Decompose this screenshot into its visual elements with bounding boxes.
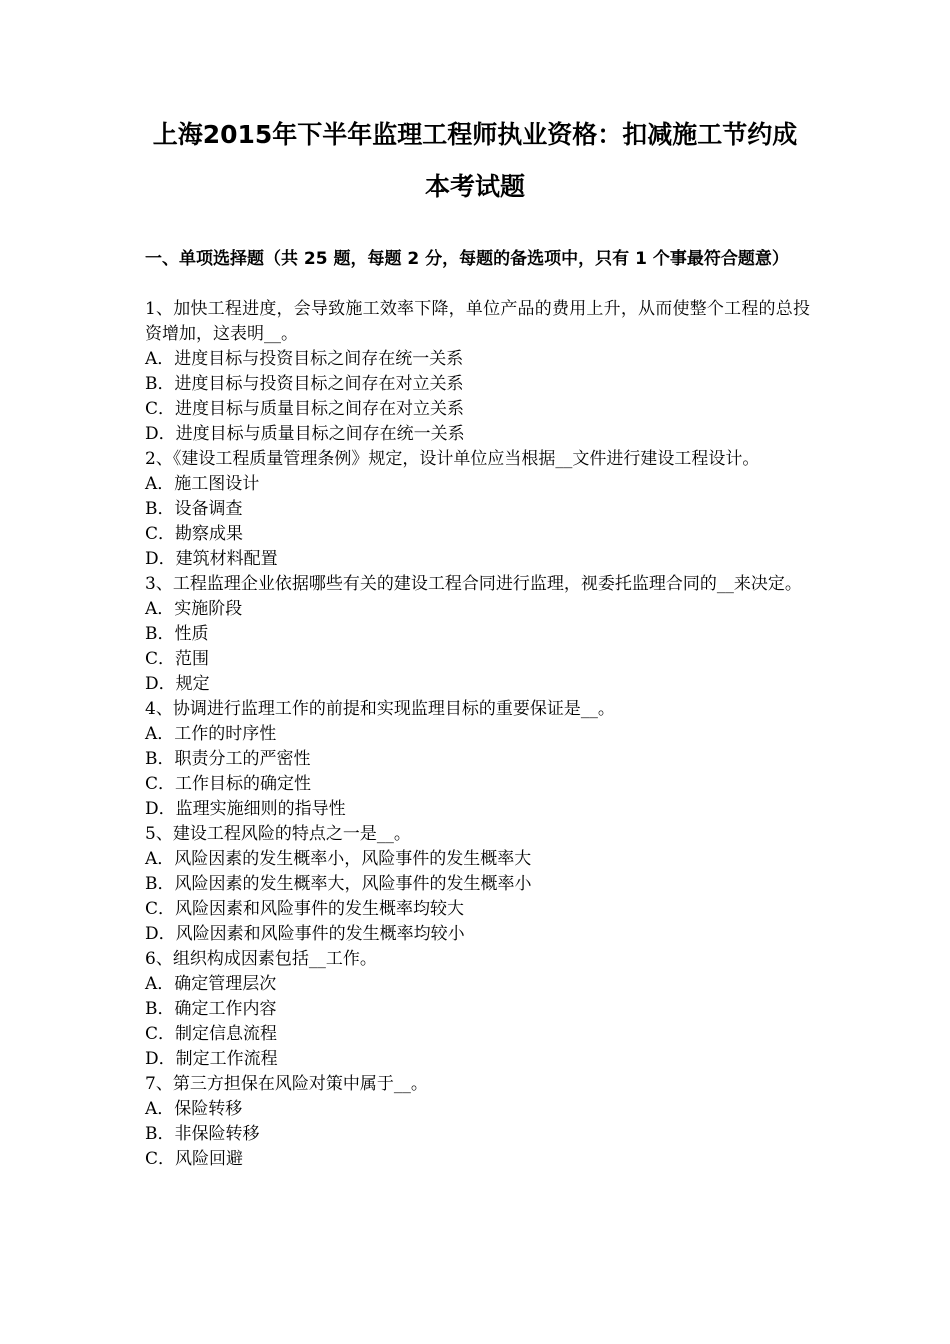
option-c: C．制定信息流程 bbox=[145, 1024, 278, 1044]
option-c: C．范围 bbox=[145, 649, 210, 669]
question-list bbox=[145, 297, 810, 1172]
option-b: B．性质 bbox=[145, 624, 209, 644]
question-stem: 2、《建设工程质量管理条例》规定，设计单位应当根据__文件进行建设工程设计。 bbox=[145, 449, 760, 469]
option-b: B．确定工作内容 bbox=[145, 999, 277, 1019]
document-title-line-2: 本考试题 bbox=[424, 172, 525, 201]
question-1 bbox=[145, 297, 810, 447]
option-c: C．勘察成果 bbox=[145, 524, 244, 544]
question-stem: 6、组织构成因素包括__工作。 bbox=[145, 949, 377, 969]
option-c: C．工作目标的确定性 bbox=[145, 774, 312, 794]
option-b: B．风险因素的发生概率大，风险事件的发生概率小 bbox=[145, 874, 532, 894]
option-a: A．工作的时序性 bbox=[145, 724, 277, 744]
option-d: D．监理实施细则的指导性 bbox=[145, 799, 346, 819]
option-a: A．确定管理层次 bbox=[145, 974, 277, 994]
option-d: D．制定工作流程 bbox=[145, 1049, 278, 1069]
question-7 bbox=[145, 1072, 810, 1172]
option-d: D．风险因素和风险事件的发生概率均较小 bbox=[145, 924, 465, 944]
section-heading: 一、单项选择题（共 25 题，每题 2 分，每题的备选项中，只有 1 个事最符合题意） bbox=[145, 249, 789, 269]
question-5 bbox=[145, 822, 810, 947]
option-b: B．非保险转移 bbox=[145, 1124, 260, 1144]
option-c: C．风险因素和风险事件的发生概率均较大 bbox=[145, 899, 465, 919]
question-3 bbox=[145, 572, 810, 697]
option-a: A．进度目标与投资目标之间存在统一关系 bbox=[145, 349, 464, 369]
option-a: A．保险转移 bbox=[145, 1099, 243, 1119]
question-stem: 3、工程监理企业依据哪些有关的建设工程合同进行监理，视委托监理合同的__来决定。 bbox=[145, 574, 802, 594]
question-6 bbox=[145, 947, 810, 1072]
question-stem: 4、协调进行监理工作的前提和实现监理目标的重要保证是__。 bbox=[145, 699, 615, 719]
question-2 bbox=[145, 447, 810, 572]
question-stem: 1、加快工程进度，会导致施工效率下降，单位产品的费用上升，从而使整个工程的总投资增加，这表明__。 bbox=[145, 299, 810, 344]
option-c: C．进度目标与质量目标之间存在对立关系 bbox=[145, 399, 465, 419]
document-title-line-1: 上海2015年下半年监理工程师执业资格：扣减施工节约成 bbox=[152, 120, 798, 149]
option-a: A．风险因素的发生概率小，风险事件的发生概率大 bbox=[145, 849, 532, 869]
question-stem: 7、第三方担保在风险对策中属于__。 bbox=[145, 1074, 428, 1094]
option-b: B．进度目标与投资目标之间存在对立关系 bbox=[145, 374, 464, 394]
option-d: D．规定 bbox=[145, 674, 210, 694]
option-b: B．设备调查 bbox=[145, 499, 243, 519]
question-stem: 5、建设工程风险的特点之一是__。 bbox=[145, 824, 411, 844]
option-d: D．建筑材料配置 bbox=[145, 549, 278, 569]
option-d: D．进度目标与质量目标之间存在统一关系 bbox=[145, 424, 465, 444]
option-a: A．实施阶段 bbox=[145, 599, 243, 619]
option-a: A．施工图设计 bbox=[145, 474, 260, 494]
option-c: C．风险回避 bbox=[145, 1149, 244, 1169]
option-b: B．职责分工的严密性 bbox=[145, 749, 311, 769]
question-4 bbox=[145, 697, 810, 822]
